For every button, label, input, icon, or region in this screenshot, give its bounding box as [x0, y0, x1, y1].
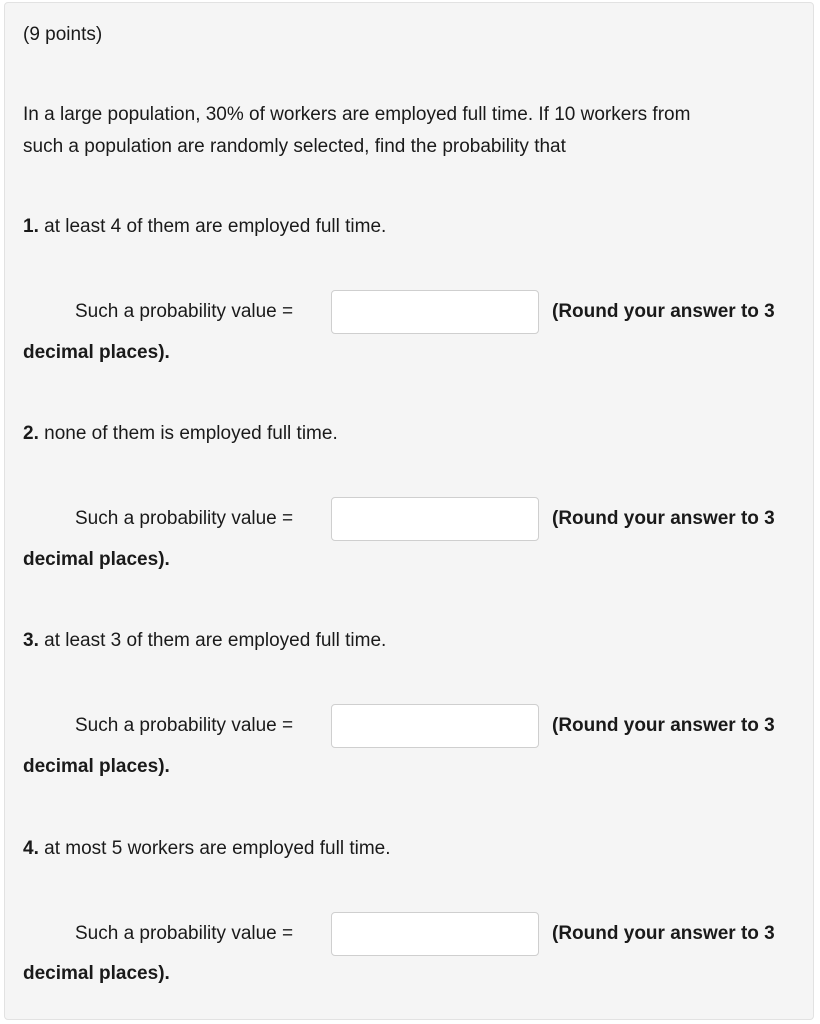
question-2	[23, 417, 338, 450]
question-3-prompt: Such a probability value =	[75, 715, 294, 736]
question-3-number: 3.	[23, 630, 39, 651]
points-label: (9 points)	[23, 24, 103, 45]
question-4-answer-input[interactable]	[331, 912, 539, 956]
question-4-prompt: Such a probability value =	[75, 923, 294, 944]
question-4-number: 4.	[23, 838, 39, 859]
question-3-text: at least 3 of them are employed full time.	[44, 630, 387, 651]
question-4	[23, 832, 391, 865]
question-2-prompt: Such a probability value =	[75, 508, 294, 529]
question-1-answer-input[interactable]	[331, 290, 539, 334]
question-2-round-note: (Round your answer to 3	[552, 508, 775, 529]
question-1-text: at least 4 of them are employed full time.	[44, 216, 387, 237]
question-3	[23, 624, 386, 657]
question-1-round-note-cont: decimal places).	[23, 342, 170, 363]
intro-line-1: In a large population, 30% of workers are employed full time. If 10 workers from	[23, 104, 691, 125]
question-1-round-note: (Round your answer to 3	[552, 301, 775, 322]
question-4-text: at most 5 workers are employed full time.	[44, 838, 391, 859]
question-panel	[4, 2, 814, 1020]
question-2-number: 2.	[23, 423, 39, 444]
question-3-round-note: (Round your answer to 3	[552, 715, 775, 736]
question-3-answer-input[interactable]	[331, 704, 539, 748]
question-2-round-note-cont: decimal places).	[23, 549, 170, 570]
question-4-round-note: (Round your answer to 3	[552, 923, 775, 944]
question-2-text: none of them is employed full time.	[44, 423, 338, 444]
question-2-answer-input[interactable]	[331, 497, 539, 541]
question-3-round-note-cont: decimal places).	[23, 756, 170, 777]
question-1-number: 1.	[23, 216, 39, 237]
question-4-round-note-cont: decimal places).	[23, 963, 170, 984]
intro-line-2: such a population are randomly selected, find the probability that	[23, 136, 566, 157]
question-1	[23, 210, 386, 243]
question-1-prompt: Such a probability value =	[75, 301, 294, 322]
